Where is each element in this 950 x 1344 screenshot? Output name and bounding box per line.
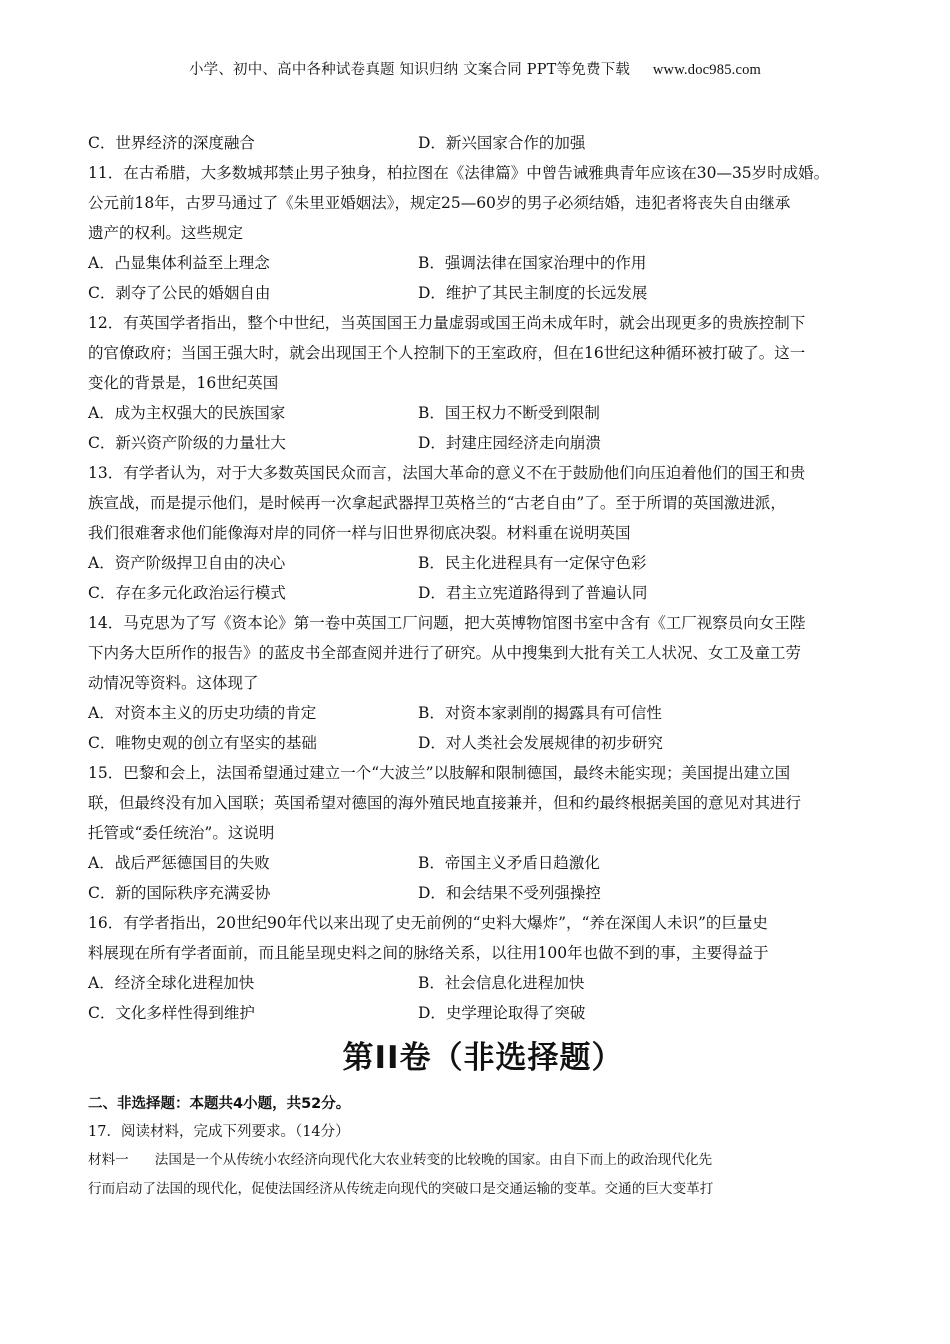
question-12: [88, 308, 878, 458]
option-a: A．凸显集体利益至上理念: [88, 254, 270, 272]
option-d: D．对人类社会发展规律的初步研究: [418, 734, 663, 752]
question-11: [88, 158, 878, 308]
option-c: C．世界经济的深度融合: [88, 134, 255, 152]
question-stem-line: 11．在古希腊，大多数城邦禁止男子独身，柏拉图在《法律篇》中曾告诫雅典青年应该在30—35岁时成婚。: [88, 164, 830, 182]
options-row: [88, 398, 878, 428]
question-stem-line: 族宣战，而是提示他们，是时候再一次拿起武器捍卫英格兰的“古老自由”了。至于所谓的英国激进派，: [88, 494, 786, 512]
question-stem-line: 托管或“委任统治”。这说明: [88, 824, 275, 842]
material-text: 行而启动了法国的现代化，促使法国经济从传统走向现代的突破口是交通运输的变革。交通的巨大变革打: [88, 1181, 714, 1197]
options-row: [88, 848, 878, 878]
option-d: D．和会结果不受列强操控: [418, 884, 601, 902]
exam-content: [88, 128, 878, 1204]
material-label: 材料一: [88, 1152, 129, 1168]
option-c: C．剥夺了公民的婚姻自由: [88, 284, 271, 302]
option-c: C．唯物史观的创立有坚实的基础: [88, 734, 317, 752]
options-row: [88, 728, 878, 758]
option-b: B．帝国主义矛盾日趋激化: [418, 854, 600, 872]
option-d: D．君主立宪道路得到了普遍认同: [418, 584, 648, 602]
option-b: B．民主化进程具有一定保守色彩: [418, 554, 647, 572]
question-stem-line: 遗产的权利。这些规定: [88, 224, 244, 242]
option-d: D．史学理论取得了突破: [418, 1004, 586, 1022]
option-c: C．文化多样性得到维护: [88, 1004, 255, 1022]
question-13: [88, 458, 878, 608]
option-a: A．战后严惩德国目的失败: [88, 854, 270, 872]
question-stem-line: 变化的背景是，16世纪英国: [88, 374, 279, 392]
question-stem-line: 13．有学者认为，对于大多数英国民众而言，法国大革命的意义不在于鼓励他们向压迫着他们的国王和贵: [88, 464, 806, 482]
question-16: [88, 908, 878, 1028]
option-c: C．存在多元化政治运行模式: [88, 584, 286, 602]
question-17-stem: 17．阅读材料，完成下列要求。（14分）: [88, 1124, 350, 1140]
q10-options-cd: [88, 128, 878, 158]
options-row: [88, 878, 878, 908]
question-stem-line: 的官僚政府；当国王强大时，就会出现国王个人控制下的王室政府，但在16世纪这种循环被打破了。这一: [88, 344, 806, 362]
option-d: D．维护了其民主制度的长远发展: [418, 284, 648, 302]
material-line: [88, 1146, 878, 1175]
option-b: B．对资本家剥削的揭露具有可信性: [418, 704, 662, 722]
option-a: A．对资本主义的历史功绩的肯定: [88, 704, 317, 722]
question-stem-line: 16．有学者指出，20世纪90年代以来出现了史无前例的“史料大爆炸”，“养在深闺人未识”的巨量史: [88, 914, 768, 932]
options-row: [88, 998, 878, 1028]
question-stem-line: 动情况等资料。这体现了: [88, 674, 259, 692]
options-row: [88, 278, 878, 308]
material-line: [88, 1175, 878, 1204]
option-a: A．经济全球化进程加快: [88, 974, 255, 992]
part-heading: 二、非选择题：本题共4小题，共52分。: [88, 1096, 351, 1112]
header-url[interactable]: www.doc985.com: [652, 62, 762, 78]
option-a: A．资产阶级捍卫自由的决心: [88, 554, 286, 572]
question-stem-line: 联，但最终没有加入国联；英国希望对德国的海外殖民地直接兼并，但和约最终根据美国的意见对其进行: [88, 794, 802, 812]
options-row: [88, 698, 878, 728]
options-row: [88, 548, 878, 578]
question-15: [88, 758, 878, 908]
options-row: [88, 248, 878, 278]
question-stem-line: 12．有英国学者指出，整个中世纪，当英国国王力量虚弱或国王尚未成年时，就会出现更多的贵族控制下: [88, 314, 806, 332]
question-stem-line: 下内务大臣所作的报告》的蓝皮书全部查阅并进行了研究。从中搜集到大批有关工人状况、女工及童工劳: [88, 644, 802, 662]
option-d: D．新兴国家合作的加强: [418, 134, 586, 152]
option-b: B．强调法律在国家治理中的作用: [418, 254, 647, 272]
question-stem-line: 料展现在所有学者面前，而且能呈现史料之间的脉络关系，以往用100年也做不到的事，主要得益于: [88, 944, 769, 962]
option-b: B．社会信息化进程加快: [418, 974, 585, 992]
question-stem-line: 15．巴黎和会上，法国希望通过建立一个“大波兰”以肢解和限制德国，最终未能实现；美国提出建立国: [88, 764, 791, 782]
option-b: B．国王权力不断受到限制: [418, 404, 600, 422]
option-c: C．新兴资产阶级的力量壮大: [88, 434, 286, 452]
page-header: [0, 58, 950, 79]
options-row: [88, 428, 878, 458]
material-text: 法国是一个从传统小农经济向现代化大农业转变的比较晚的国家。由自下而上的政治现代化先: [154, 1152, 713, 1168]
question-stem-line: 我们很难奢求他们能像海对岸的同侪一样与旧世界彻底决裂。材料重在说明英国: [88, 524, 631, 542]
option-d: D．封建庄园经济走向崩溃: [418, 434, 601, 452]
options-row: [88, 968, 878, 998]
options-row: [88, 578, 878, 608]
question-stem-line: 14．马克思为了写《资本论》第一卷中英国工厂问题，把大英博物馆图书室中含有《工厂视察员向女王陛: [88, 614, 806, 632]
option-a: A．成为主权强大的民族国家: [88, 404, 286, 422]
section-title: 第II卷（非选择题）: [342, 1040, 624, 1076]
question-stem-line: 公元前18年，古罗马通过了《朱里亚婚姻法》，规定25—60岁的男子必须结婚，违犯者将丧失自由继承: [88, 194, 791, 212]
header-text: 小学、初中、高中各种试卷真题 知识归纳 文案合同 PPT等免费下载: [188, 62, 631, 78]
option-c: C．新的国际秩序充满妥协: [88, 884, 271, 902]
question-14: [88, 608, 878, 758]
